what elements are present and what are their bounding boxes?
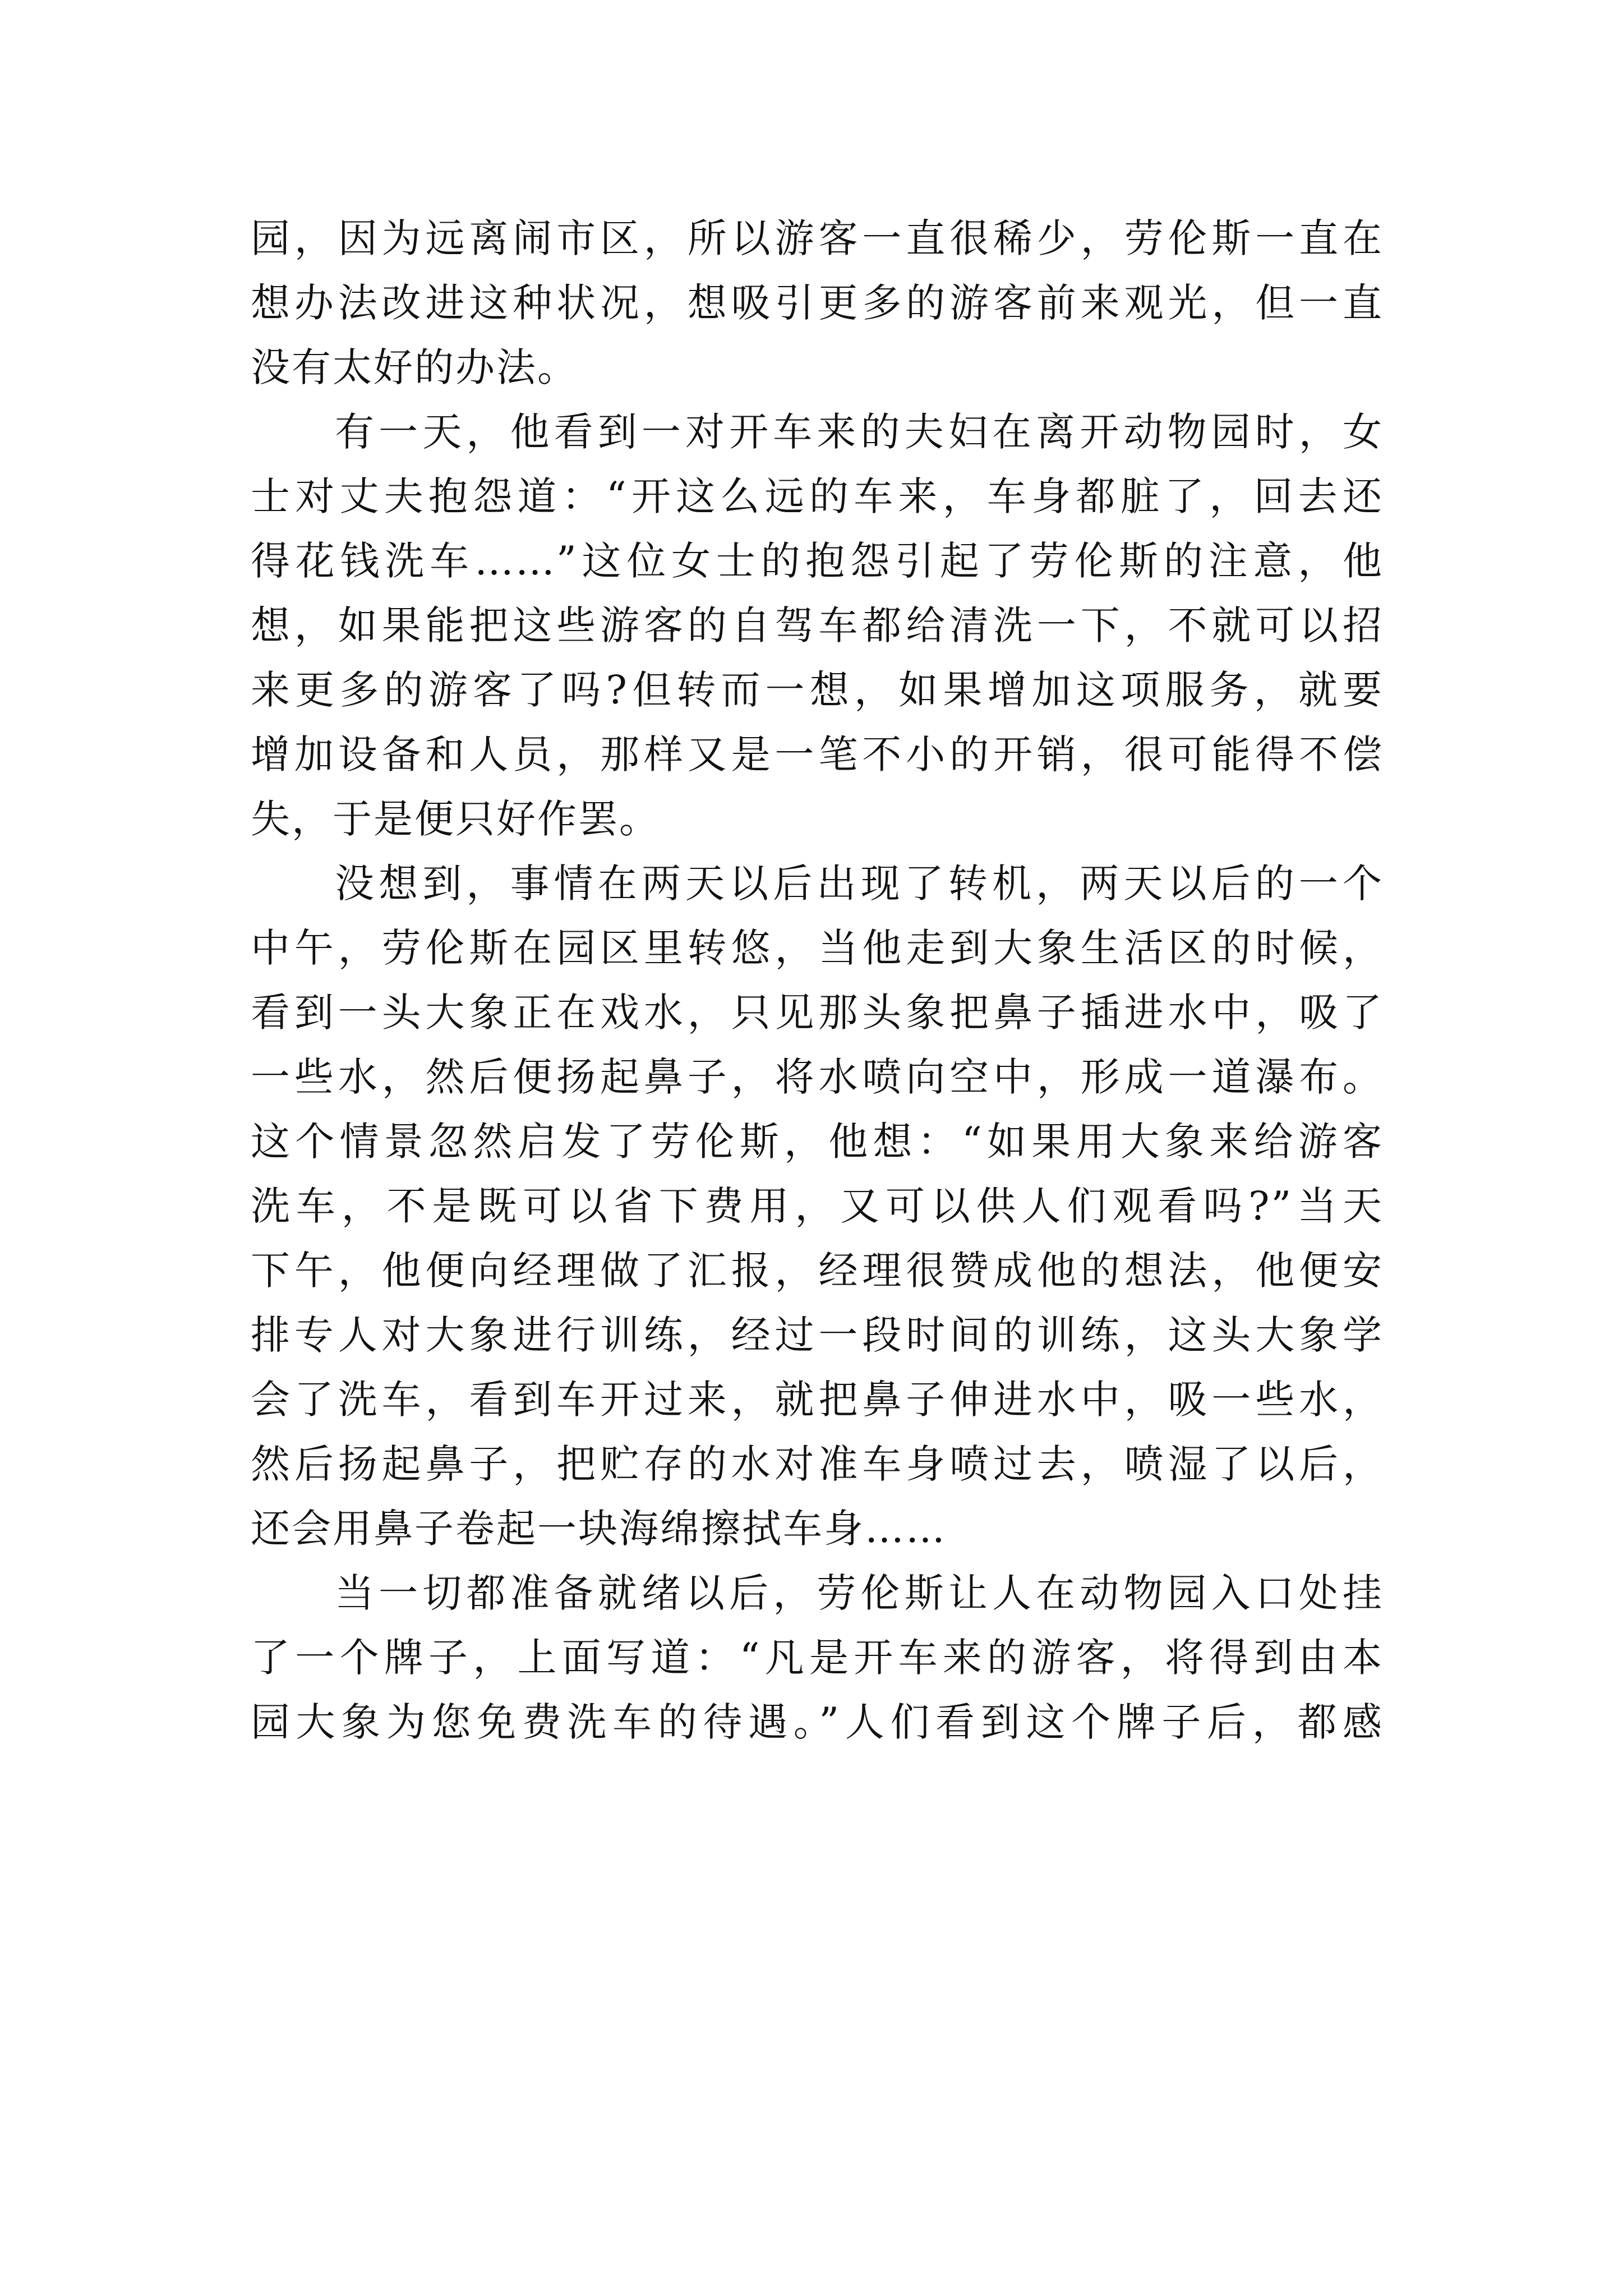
- text-line: 洗车，不是既可以省下费用，又可以供人们观看吗?”当天: [251, 1183, 1384, 1229]
- text-line: 园，因为远离闹市区，所以游客一直很稀少，劳伦斯一直在: [251, 215, 1384, 261]
- text-line: 园大象为您免费洗车的待遇。”人们看到这个牌子后，都感: [251, 1699, 1384, 1745]
- text-line: 来更多的游客了吗?但转而一想，如果增加这项服务，就要: [251, 667, 1384, 713]
- text-line: 还会用鼻子卷起一块海绵擦拭车身……: [251, 1506, 947, 1552]
- text-line: 有一天，他看到一对开车来的夫妇在离开动物园时，女: [335, 409, 1384, 455]
- text-line: 排专人对大象进行训练，经过一段时间的训练，这头大象学: [251, 1312, 1384, 1358]
- text-line: 没想到，事情在两天以后出现了转机，两天以后的一个: [335, 861, 1384, 907]
- text-line: 没有太好的办法。: [251, 344, 578, 390]
- text-line: 然后扬起鼻子，把贮存的水对准车身喷过去，喷湿了以后，: [251, 1441, 1384, 1487]
- text-line: 当一切都准备就绪以后，劳伦斯让人在动物园入口处挂: [335, 1570, 1384, 1616]
- text-line: 一些水，然后便扬起鼻子，将水喷向空中，形成一道瀑布。: [251, 1054, 1384, 1100]
- text-line: 下午，他便向经理做了汇报，经理很赞成他的想法，他便安: [251, 1248, 1384, 1294]
- text-line: 失，于是便只好作罢。: [251, 796, 660, 842]
- text-line: 了一个牌子，上面写道：“凡是开车来的游客，将得到由本: [251, 1635, 1384, 1681]
- text-line: 想，如果能把这些游客的自驾车都给清洗一下，不就可以招: [251, 602, 1384, 648]
- text-line: 中午，劳伦斯在园区里转悠，当他走到大象生活区的时候，: [251, 925, 1384, 971]
- text-line: 会了洗车，看到车开过来，就把鼻子伸进水中，吸一些水，: [251, 1377, 1384, 1423]
- text-line: 这个情景忽然启发了劳伦斯，他想：“如果用大象来给游客: [251, 1119, 1384, 1165]
- text-line: 士对丈夫抱怨道：“开这么远的车来，车身都脏了，回去还: [251, 473, 1384, 519]
- body-text: [251, 206, 1384, 1755]
- text-line: 想办法改进这种状况，想吸引更多的游客前来观光，但一直: [251, 280, 1384, 326]
- text-line: 得花钱洗车……”这位女士的抱怨引起了劳伦斯的注意，他: [251, 538, 1384, 584]
- text-line: 增加设备和人员，那样又是一笔不小的开销，很可能得不偿: [251, 731, 1384, 777]
- text-line: 看到一头大象正在戏水，只见那头象把鼻子插进水中，吸了: [251, 990, 1384, 1036]
